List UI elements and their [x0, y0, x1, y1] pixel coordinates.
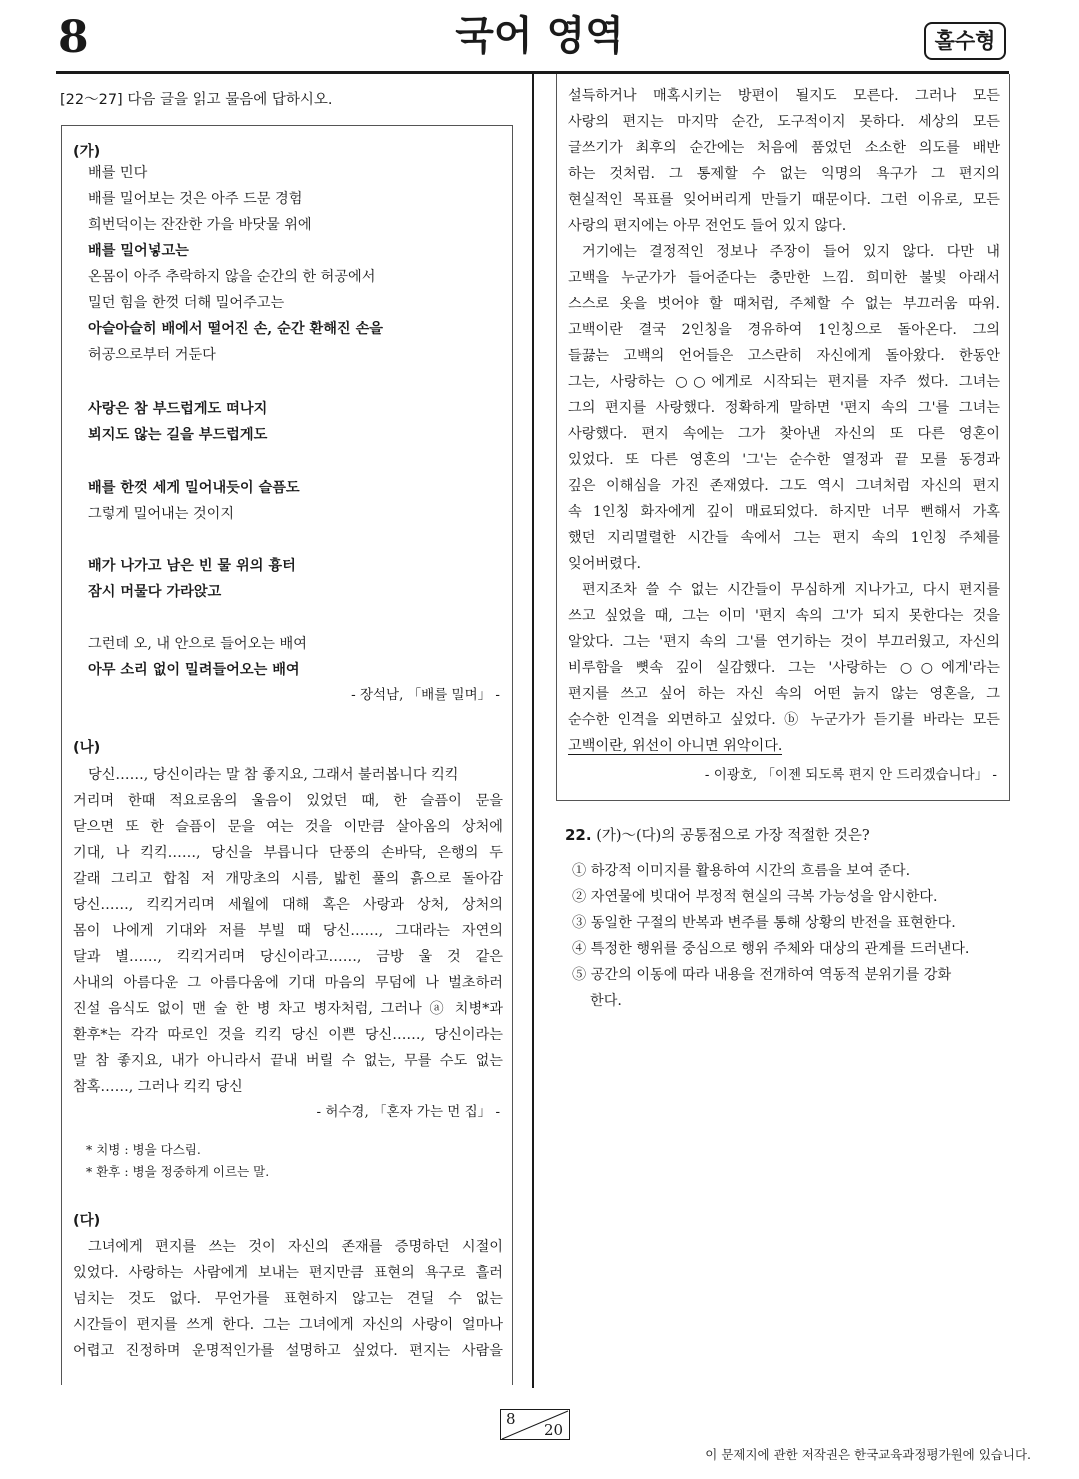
- text-line: 넘치는 것도 없다. 무언가를 표현하지 않고는 견딜 수 없는: [73, 1291, 503, 1307]
- text-line: 설득하거나 매혹시키는 방편이 될지도 모른다. 그러나 모든: [568, 88, 1000, 104]
- text-line: 알았다. 그는 '편지 속의 그'를 연기하는 것이 부끄러웠고, 자신의: [568, 634, 1000, 650]
- question-stem: [565, 824, 870, 845]
- passage-ga-source: - 장석남, 「배를 밀며」 -: [351, 687, 500, 703]
- passage-na-source: - 허수경, 「혼자 가는 먼 집」 -: [316, 1104, 500, 1120]
- question-number: 22.: [565, 826, 592, 844]
- text-line: 사내의 아름다운 그 아름다움에 기대 마음의 무덤에 나 벌초하러: [73, 975, 503, 991]
- text-line: 사랑의 편지에는 아무 전언도 들어 있지 않다.: [568, 218, 847, 234]
- text-line: 몸이 나에게 기대와 저를 부빌 때 당신……, 그대라는 자연의: [73, 923, 503, 939]
- poem-line: 그런데 오, 내 안으로 들어오는 배여: [88, 636, 307, 652]
- text-line: 고백을 누군가가 들어준다는 충만한 느낌. 희미한 불빛 아래서: [568, 270, 1000, 286]
- poem-line: 잠시 머물다 가라앉고: [88, 584, 222, 600]
- text-line: 닫으면 또 한 슬픔이 문을 여는 것을 이만큼 살아옴의 상처에: [73, 819, 503, 835]
- poem-line: 배를 민다: [88, 165, 148, 181]
- answer-choice-2[interactable]: ② 자연물에 빗대어 부정적 현실의 극복 가능성을 암시한다.: [572, 889, 938, 905]
- copyright-notice: 이 문제지에 관한 저작권은 한국교육과정평가원에 있습니다.: [705, 1447, 1031, 1462]
- poem-line: 허공으로부터 거둔다: [88, 347, 216, 363]
- text-line: 속 1인칭 화자에게 깊이 매료되었다. 하지만 너무 뻔해서 가혹: [568, 504, 1000, 520]
- passage-da-label: (다): [73, 1213, 101, 1229]
- text-line: 사랑의 편지는 마지막 순간, 도구적이지 못하다. 세상의 모든: [568, 114, 1000, 130]
- text-line: 거리며 한때 적요로움의 울음이 있었던 때, 한 슬픔이 문을: [73, 793, 503, 809]
- page-number: 8: [58, 12, 89, 63]
- passage-ga-label: (가): [73, 144, 101, 160]
- text-line: 달과 별……, 킥킥거리며 당신이라고……, 금방 울 것 같은: [73, 949, 503, 965]
- poem-line: 배가 나가고 남은 빈 물 위의 흉터: [88, 558, 296, 574]
- text-line: 했던 지리멸렬한 시간들 속에서 그는 편지 속의 1인칭 주체를: [568, 530, 1000, 546]
- passage-da-source: - 이광호, 「이젠 되도록 편지 안 드리겠습니다」 -: [704, 767, 997, 783]
- page-total: 20: [544, 1421, 564, 1439]
- text-line: 들끓는 고백의 언어들은 고스란히 자신에게 돌아왔다. 한동안: [568, 348, 1000, 364]
- text-line: 당신……, 킥킥거리며 세월에 대해 혹은 사랑과 상처, 상처의: [73, 897, 503, 913]
- text-line: 있었다. 또 다른 영혼의 '그'는 순수한 열정과 끝 모를 동경과: [568, 452, 1000, 468]
- text-line: 말 참 좋지요, 내가 아니라서 끝내 버릴 수 없는, 무를 수도 없는: [73, 1053, 503, 1069]
- text-line: 고백이란 결국 2인칭을 경유하여 1인칭으로 돌아온다. 그의: [568, 322, 1000, 338]
- question-text: (가)～(다)의 공통점으로 가장 적절한 것은?: [596, 828, 870, 844]
- instruction-text: [22～27] 다음 글을 읽고 물음에 답하시오.: [60, 92, 333, 108]
- exam-type-badge: 홀수형: [924, 22, 1006, 60]
- poem-line: 배를 한껏 세게 밀어내듯이 슬픔도: [88, 480, 300, 496]
- passage-na-label: (나): [73, 740, 101, 756]
- poem-line: 배를 밀어보는 것은 아주 드문 경험: [88, 191, 303, 207]
- answer-choice-5[interactable]: ⑤ 공간의 이동에 따라 내용을 전개하여 역동적 분위기를 강화: [572, 967, 952, 983]
- text-line: 시간들이 편지를 쓰게 한다. 그는 그녀에게 자신의 사랑이 얼마나: [73, 1317, 503, 1333]
- poem-line: 아무 소리 없이 밀려들어오는 배여: [88, 662, 300, 678]
- text-line: 진설 음식도 없이 맨 술 한 병 차고 병자처럼, 그러나 ⓐ 치병*과: [73, 1001, 503, 1017]
- text-line: 쓰고 싶었을 때, 그는 이미 '편지 속의 그'가 되지 못한다는 것을: [568, 608, 1000, 624]
- poem-line: 밀던 힘을 한껏 더해 밀어주고는: [88, 295, 285, 311]
- answer-choice-3[interactable]: ③ 동일한 구절의 반복과 변주를 통해 상황의 반전을 표현한다.: [572, 915, 956, 931]
- poem-line: 사랑은 참 부드럽게도 떠나지: [88, 401, 268, 417]
- text-line: 기대, 나 킥킥……, 당신을 부릅니다 단풍의 손바닥, 은행의 두: [73, 845, 503, 861]
- text-line: 당신……, 당신이라는 말 참 좋지요, 그래서 불러봅니다 킥킥: [88, 767, 459, 783]
- text-line: 어렵고 진정하며 운명적인가를 설명하고 싶었다. 편지는 사람을: [73, 1343, 503, 1359]
- poem-line: 그렇게 밀어내는 것이지: [88, 506, 235, 522]
- text-line: 참혹……, 그러나 킥킥 당신: [73, 1079, 243, 1095]
- answer-choice-4[interactable]: ④ 특정한 행위를 중심으로 행위 주체와 대상의 관계를 드러낸다.: [572, 941, 970, 957]
- poem-line: 아슬아슬히 배에서 떨어진 손, 순간 환해진 손을: [88, 321, 383, 337]
- text-line: 편지조차 쓸 수 없는 시간들이 무심하게 지나가고, 다시 편지를: [582, 582, 1000, 598]
- text-line: 사랑했다. 편지 속에는 그가 찾아낸 자신의 또 다른 영혼이: [568, 426, 1000, 442]
- text-line: 그는, 사랑하는 ○○에게로 시작되는 편지를 자주 썼다. 그녀는: [568, 374, 1000, 390]
- text-line: 편지를 쓰고 싶어 하는 자신 속의 어떤 늙지 않는 영혼을, 그: [568, 686, 1000, 702]
- answer-choice-1[interactable]: ① 하강적 이미지를 활용하여 시간의 흐름을 보여 준다.: [572, 863, 911, 879]
- text-line: 잊어버렸다.: [568, 556, 642, 572]
- poem-line: 온몸이 아주 추락하지 않을 순간의 한 허공에서: [88, 269, 376, 285]
- text-line: 갈래 그리고 합침 저 개망초의 시름, 밟힌 풀의 흙으로 돌아감: [73, 871, 503, 887]
- text-line: 그녀에게 편지를 쓰는 것이 자신의 존재를 증명하던 시절이: [88, 1239, 503, 1255]
- text-line: 글쓰기가 최후의 순간에는 처음에 품었던 소소한 의도를 배반: [568, 140, 1000, 156]
- underlined-text-line: [568, 739, 1000, 753]
- underlined-segment: 고백이란, 위선이 아니면 위악이다.: [568, 738, 783, 754]
- answer-choice-5-continued[interactable]: 한다.: [590, 993, 622, 1009]
- footnote: * 치병 : 병을 다스림.: [86, 1142, 201, 1157]
- text-line: 거기에는 결정적인 정보나 주장이 들어 있지 않다. 다만 내: [582, 244, 1000, 260]
- poem-line: 희번덕이는 잔잔한 가을 바닷물 위에: [88, 217, 312, 233]
- text-line: 깊은 이해심을 가진 존재였다. 그도 역시 그녀처럼 자신의 편지: [568, 478, 1000, 494]
- text-line: 그의 편지를 사랑했다. 정확하게 말하면 '편지 속의 그'를 그녀는: [568, 400, 1000, 416]
- text-line: 순수한 인격을 외면하고 싶었다. ⓑ 누군가가 듣기를 바라는 모든: [568, 712, 1000, 728]
- footnote: * 환후 : 병을 정중하게 이르는 말.: [86, 1164, 270, 1179]
- text-line: 스스로 옷을 벗어야 할 때처럼, 주체할 수 없는 부끄러움 따위.: [568, 296, 1000, 312]
- text-line: 있었다. 사랑하는 사람에게 보내는 편지만큼 표현의 욕구로 흘러: [73, 1265, 503, 1281]
- page-current: 8: [506, 1410, 516, 1428]
- text-line: 비루함을 뼛속 깊이 실감했다. 그는 '사랑하는 ○○에게'라는: [568, 660, 1000, 676]
- column-divider: [532, 74, 534, 1388]
- page-title: 국어 영역: [455, 13, 624, 59]
- text-line: 환후*는 각각 따로인 것을 킥킥 당신 이쁜 당신……, 당신이라는: [73, 1027, 503, 1043]
- poem-line: 뵈지도 않는 길을 부드럽게도: [88, 427, 268, 443]
- text-line: 현실적인 목표를 잊어버리게 만들기 때문이다. 그런 이유로, 모든: [568, 192, 1000, 208]
- poem-line: 배를 밀어넣고는: [88, 243, 189, 259]
- text-line: 하는 것처럼. 그 통제할 수 없는 익명의 욕구가 그 편지의: [568, 166, 1000, 182]
